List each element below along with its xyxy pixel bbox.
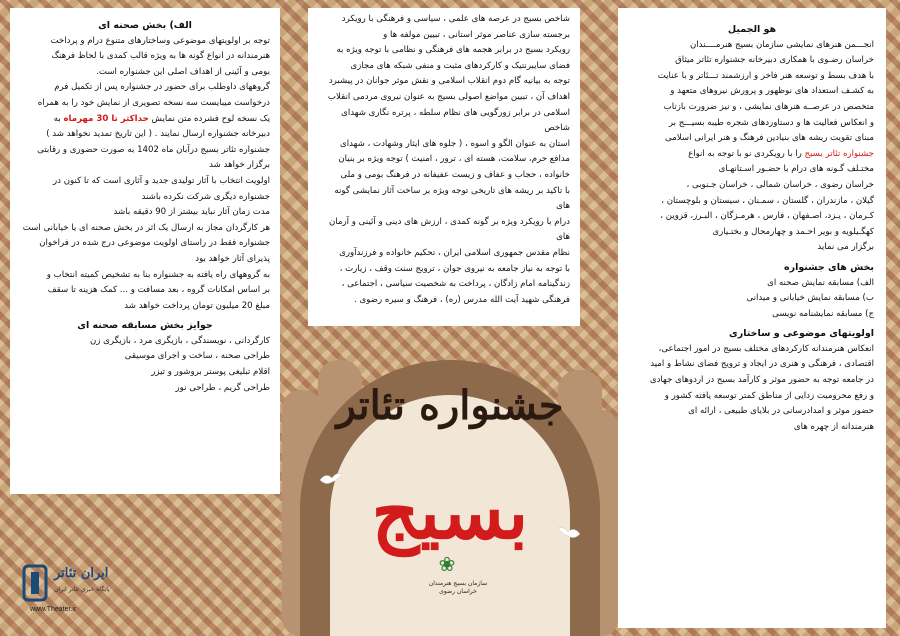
festival-name-line bbox=[630, 147, 874, 163]
priorities-line: در جامعه توجه به حضور موثر و کارآمد بسیج در اردوهای جهادی bbox=[649, 375, 874, 386]
awards-list bbox=[20, 334, 270, 396]
stage-line: جشنواره دیگری شرکت نکرده باشند bbox=[141, 191, 270, 202]
stage-line: مبلغ 20 میلیون تومان پرداخت خواهد شد bbox=[124, 300, 270, 311]
stage-line: گروههای داوطلب برای حضور در جشنواره پس از تکمیل فرم bbox=[54, 82, 270, 93]
stage-text-1 bbox=[20, 34, 270, 112]
priorities-continued-panel bbox=[308, 8, 580, 326]
stage-line: بومی و آئینی از اهداف اصلی این جشنواره است. bbox=[96, 66, 270, 77]
priorities-continued-line: اسلامی در برابر زورگویی های نظام سلطه ، پرتره نگاری شهدای شاخص bbox=[341, 107, 570, 134]
intro-line: به کشـف استعداد های نوظهور و پرورش نیروهای متعهد و bbox=[670, 86, 874, 97]
intro-line: مبنای تقویت ریشه های بنیادین فرهنگ و هنر ایرانی اسلامی bbox=[664, 133, 874, 144]
stage-line: هر کارگردان مجاز به ارسال یک اثر در بخش صحنه ای یا خیابانی است bbox=[22, 222, 270, 233]
section-item: الف) مسابقه نمایش صحنه ای bbox=[767, 277, 874, 288]
sections-list bbox=[630, 276, 874, 323]
festival-name: جشنواره تئاتر بسیج bbox=[804, 148, 874, 159]
award-item: طراحی گریم ، طراحی نور bbox=[175, 382, 270, 393]
stage-line: برگزار خواهد شد bbox=[209, 160, 270, 171]
dove-icon bbox=[318, 470, 344, 488]
deadline-date: حداکثر تا 30 مهرماه bbox=[63, 113, 149, 124]
priorities-continued-line: با توجه به نیاز جامعه به نیروی جوان ، ترویج سنت وقف ، زیارت ، bbox=[339, 263, 570, 274]
org-line-2: خراسان رضوی bbox=[439, 588, 477, 595]
priorities-continued-line: فضای سایبرنتیک و کارکردهای مثبت و منفی شبکه های مجازی bbox=[350, 60, 570, 71]
stage-line: به گروههای راه یافته به جشنواره بنا به تشخیص کمیته انتخاب و bbox=[46, 269, 270, 280]
deadline-prefix: یک نسخه لوح فشرده متن نمایش bbox=[151, 113, 270, 124]
regions-line: گیلان ، مازندران ، گلستان ، سمـنان ، سیستان و بلوچستان ، bbox=[661, 195, 874, 206]
priorities-continued-line: شاخص بسیج در عرصه های علمی ، سیاسی و فرهنگی با رویکرد bbox=[341, 14, 570, 24]
priorities-continued-line: درام با رویکرد ویژه بر گونه کمدی ، ارزش های دینی و آئینی و آرمان های bbox=[329, 216, 570, 243]
priorities-continued-line: مدافع حرم، سلامت، هسته ای ، ترور ، امنیت ) توجه ویژه بر بنیان bbox=[338, 154, 570, 165]
basij-emblem-icon: ❀ bbox=[438, 552, 456, 576]
org-line-1: سازمان بسیج هنرمندان bbox=[428, 580, 488, 587]
regions-text bbox=[630, 162, 874, 256]
theater-logo-icon bbox=[20, 564, 50, 602]
priorities-continued-line: با تاکید بر ریشه های تاریخی توجه ویژه بر ساخت آثار نمایشی گونه های bbox=[334, 185, 570, 212]
priorities-text bbox=[630, 342, 874, 436]
priorities-continued-line: خانواده ، حجاب و عفاف و زیست عفیفانه در فرهنگ بومی و ملی bbox=[340, 169, 570, 180]
priorities-line: و رفع محرومیت زدایی از مناطق کمتر توسعه یافته کشور و bbox=[664, 390, 874, 401]
stage-line: بر اساس امکانات گروه ، بعد مسافت و ... کمک هزینه تا سقف bbox=[47, 285, 270, 296]
priorities-line: اقتصادی ، فرهنگی و هنری در ایجاد و ترویج فضای نشاط و امید bbox=[650, 359, 874, 370]
stage-line: دبیرخانه جشنواره ارسال نمایند . ( این تاریخ تمدید نخواهد شد ) bbox=[46, 129, 270, 140]
priorities-continued-line: فرهنگی شهید آیت الله مدرس (ره) ، فرهنگ و سیره رضوی . bbox=[354, 294, 570, 305]
stage-line: اولویت انتخاب با آثار تولیدی جدید و آثاری است که تا کنون در bbox=[53, 175, 270, 186]
priorities-heading: اولویتهای موضوعی و ساختاری bbox=[729, 328, 874, 340]
regions-line: برگزار می نماید bbox=[817, 242, 874, 253]
award-item: کارگردانی ، نویسندگی ، بازیگری مرد ، بازیگری زن bbox=[89, 335, 270, 346]
stage-line: مدت زمان آثار نباید بیشتر از 90 دقیقه باشد bbox=[113, 207, 270, 218]
regions-line: خراسان رضوی ، خراسان شمالی ، خراسان جـنوبی ، bbox=[686, 179, 874, 190]
priorities-line: حضور موثر و امدادرسانی در بلایای طبیعی ، ارائه ای bbox=[688, 406, 874, 417]
intro-heading: هو الجمیل bbox=[727, 24, 777, 35]
intro-text bbox=[630, 38, 874, 147]
intro-line: و انعکاس فعالیت ها و دستاوردهای شجره طیبه بسیـــج بر bbox=[668, 117, 874, 128]
priorities-continued-text bbox=[318, 12, 570, 308]
intro-panel bbox=[618, 8, 886, 628]
logo-title: ایران تئاتر bbox=[54, 566, 109, 581]
stage-line: پذیرای آثار خواهد بود bbox=[195, 253, 270, 264]
priorities-continued-line: نظام مقدس جمهوری اسلامی ایران ، تحکیم خانواده و فرزندآوری bbox=[339, 247, 570, 258]
stage-line: درخواست میبایست سه نسخه تصویری از نمایش خود را به همراه bbox=[37, 97, 270, 108]
org-name bbox=[428, 580, 488, 596]
section-item: ب) مسابقه نمایش خیابانی و میدانی bbox=[746, 293, 874, 304]
section-item: ج) مسابقه نمایشنامه نویسی bbox=[772, 308, 874, 319]
festival-title: جشنواره تئاتر bbox=[336, 382, 564, 429]
deadline-line bbox=[20, 112, 270, 128]
stage-line: جشنواره تئاتر بسیج درآبان ماه 1402 به صورت حضوری و رقابتی bbox=[37, 144, 270, 155]
dove-icon bbox=[556, 524, 582, 542]
stage-line: هنرمندانه در انواع گونه ها به ویژه قالب کمدی با لحاظ فرهنگ bbox=[51, 51, 270, 62]
intro-line: خراسان رضـوی با همکاری دبیرخانه جشنواره تئاتر میثاق bbox=[675, 55, 874, 66]
regions-line: کهگـیلویه و بویر احـمد و چهارمحال و بختـیاری bbox=[712, 226, 874, 237]
intro-line: متخصص در عرصــه هنرهای نمایشی ، و نیز ضرورت بازتاب bbox=[663, 101, 874, 112]
sections-heading: بخش های جشنواره bbox=[784, 261, 874, 273]
priorities-continued-line: رویکرد بسیج در برابر هجمه های فرهنگی و نظامی با توجه ویژه به bbox=[336, 45, 570, 56]
regions-line: مختـلف گـونه های درام با حضـور اسـتانهـای bbox=[718, 164, 874, 175]
award-item: طراحی صحنه ، ساخت و اجرای موسیقی bbox=[124, 351, 270, 362]
priorities-line: انعکاس هنرمندانه کارکردهای مختلف بسیج در امور اجتماعی، bbox=[658, 343, 874, 354]
priorities-line: هنرمندانه از چهره های bbox=[793, 421, 874, 432]
stage-section-panel bbox=[10, 8, 280, 494]
stage-line: جشنواره فقط در راستای اولویت موضوعی درج شده در فراخوان bbox=[39, 238, 270, 249]
basij-title: بسیج bbox=[371, 470, 529, 556]
deadline-suffix: به bbox=[53, 113, 61, 124]
stage-heading: الف) بخش صحنه ای bbox=[98, 20, 192, 31]
logo-url[interactable]: www.Theater.ir bbox=[30, 606, 77, 613]
priorities-continued-line: استان به عنوان الگو و اسوه ، ( جلوه های ایثار وشهادت ، شهدای bbox=[339, 138, 570, 149]
awards-heading: جوایز بخش مسابقه صحنه ای bbox=[77, 320, 213, 332]
festival-line-tail: را با رویکردی نو با توجه به انواع bbox=[688, 148, 802, 159]
priorities-continued-line: زندگینامه امام زادگان ، پرداخت به شخصیت سیاسی ، اجتماعی ، bbox=[341, 279, 570, 290]
stage-text-2 bbox=[20, 127, 270, 314]
intro-line: انجـــمن هنرهای نمایشی سازمان بسیج هنرمــــندان bbox=[689, 39, 874, 50]
intro-line: با هدف بسط و توسعه هنر فاخر و ارزشمند تـــئاتر و با عنایت bbox=[657, 70, 874, 81]
iran-theater-logo[interactable] bbox=[20, 560, 140, 620]
award-item: اقلام تبلیغی پوستر بروشور و تیزر bbox=[151, 367, 270, 378]
priorities-continued-line: اهداف آن ، تبیین مواضع اصولی بسیج به عنوان نیروی مردمی انقلاب bbox=[327, 91, 570, 102]
logo-subtitle: پایگاه خبری تئاتر ایران bbox=[54, 586, 110, 593]
stage-line: توجه بر اولویتهای موضوعی وساختارهای متنوع درام و پرداخت bbox=[50, 35, 270, 46]
priorities-continued-line: توجه به بیانیه گام دوم انقلاب اسلامی و نقش موثر جوانان در پیشبرد bbox=[328, 76, 570, 87]
priorities-continued-line: برجسته سازی عناصر موثر استانی ، تبیین مولفه ها و bbox=[383, 29, 570, 40]
regions-line: کـرمان ، یـزد، اصـفهان ، فارس ، هرمـزگان ، البـرز، قزوین ، bbox=[660, 211, 874, 222]
